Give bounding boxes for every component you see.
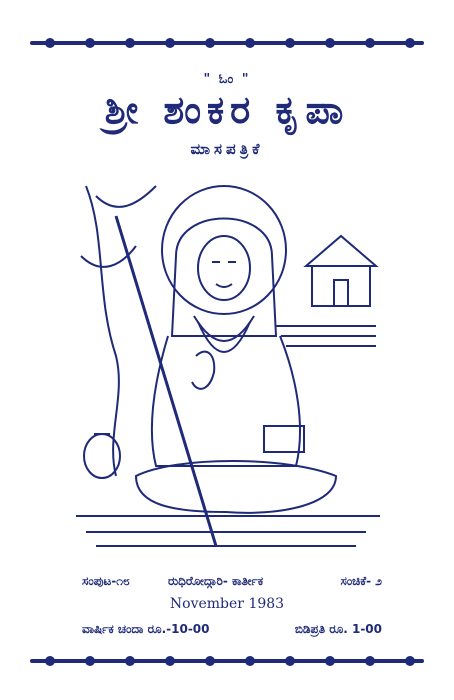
top-decorative-border xyxy=(30,36,424,50)
volume-number: ಸಂಪುಟ-೧೮ xyxy=(82,574,130,588)
om-invocation: " ಓಂ " xyxy=(203,72,251,87)
issue-number: ಸಂಚಿಕೆ- ೨ xyxy=(340,574,382,588)
single-copy-price: ಬಿಡಿಪ್ರತಿ ರೂ. 1-00 xyxy=(294,622,382,636)
annual-subscription: ವಾರ್ಷಿಕ ಚಂದಾ ರೂ.-10-00 xyxy=(82,622,210,636)
magazine-subtitle: ಮಾಸಪತ್ರಿಕೆ xyxy=(190,140,264,158)
bottom-decorative-border xyxy=(30,654,424,668)
magazine-title: ಶ್ರೀ ಶಂಕರ ಕೃಪಾ xyxy=(104,88,350,132)
year-month: ರುಧಿರೋದ್ಗಾರಿ- ಕಾರ್ತೀಕ xyxy=(168,574,264,588)
portrait-illustration xyxy=(76,176,380,562)
publication-date: November 1983 xyxy=(169,596,285,612)
